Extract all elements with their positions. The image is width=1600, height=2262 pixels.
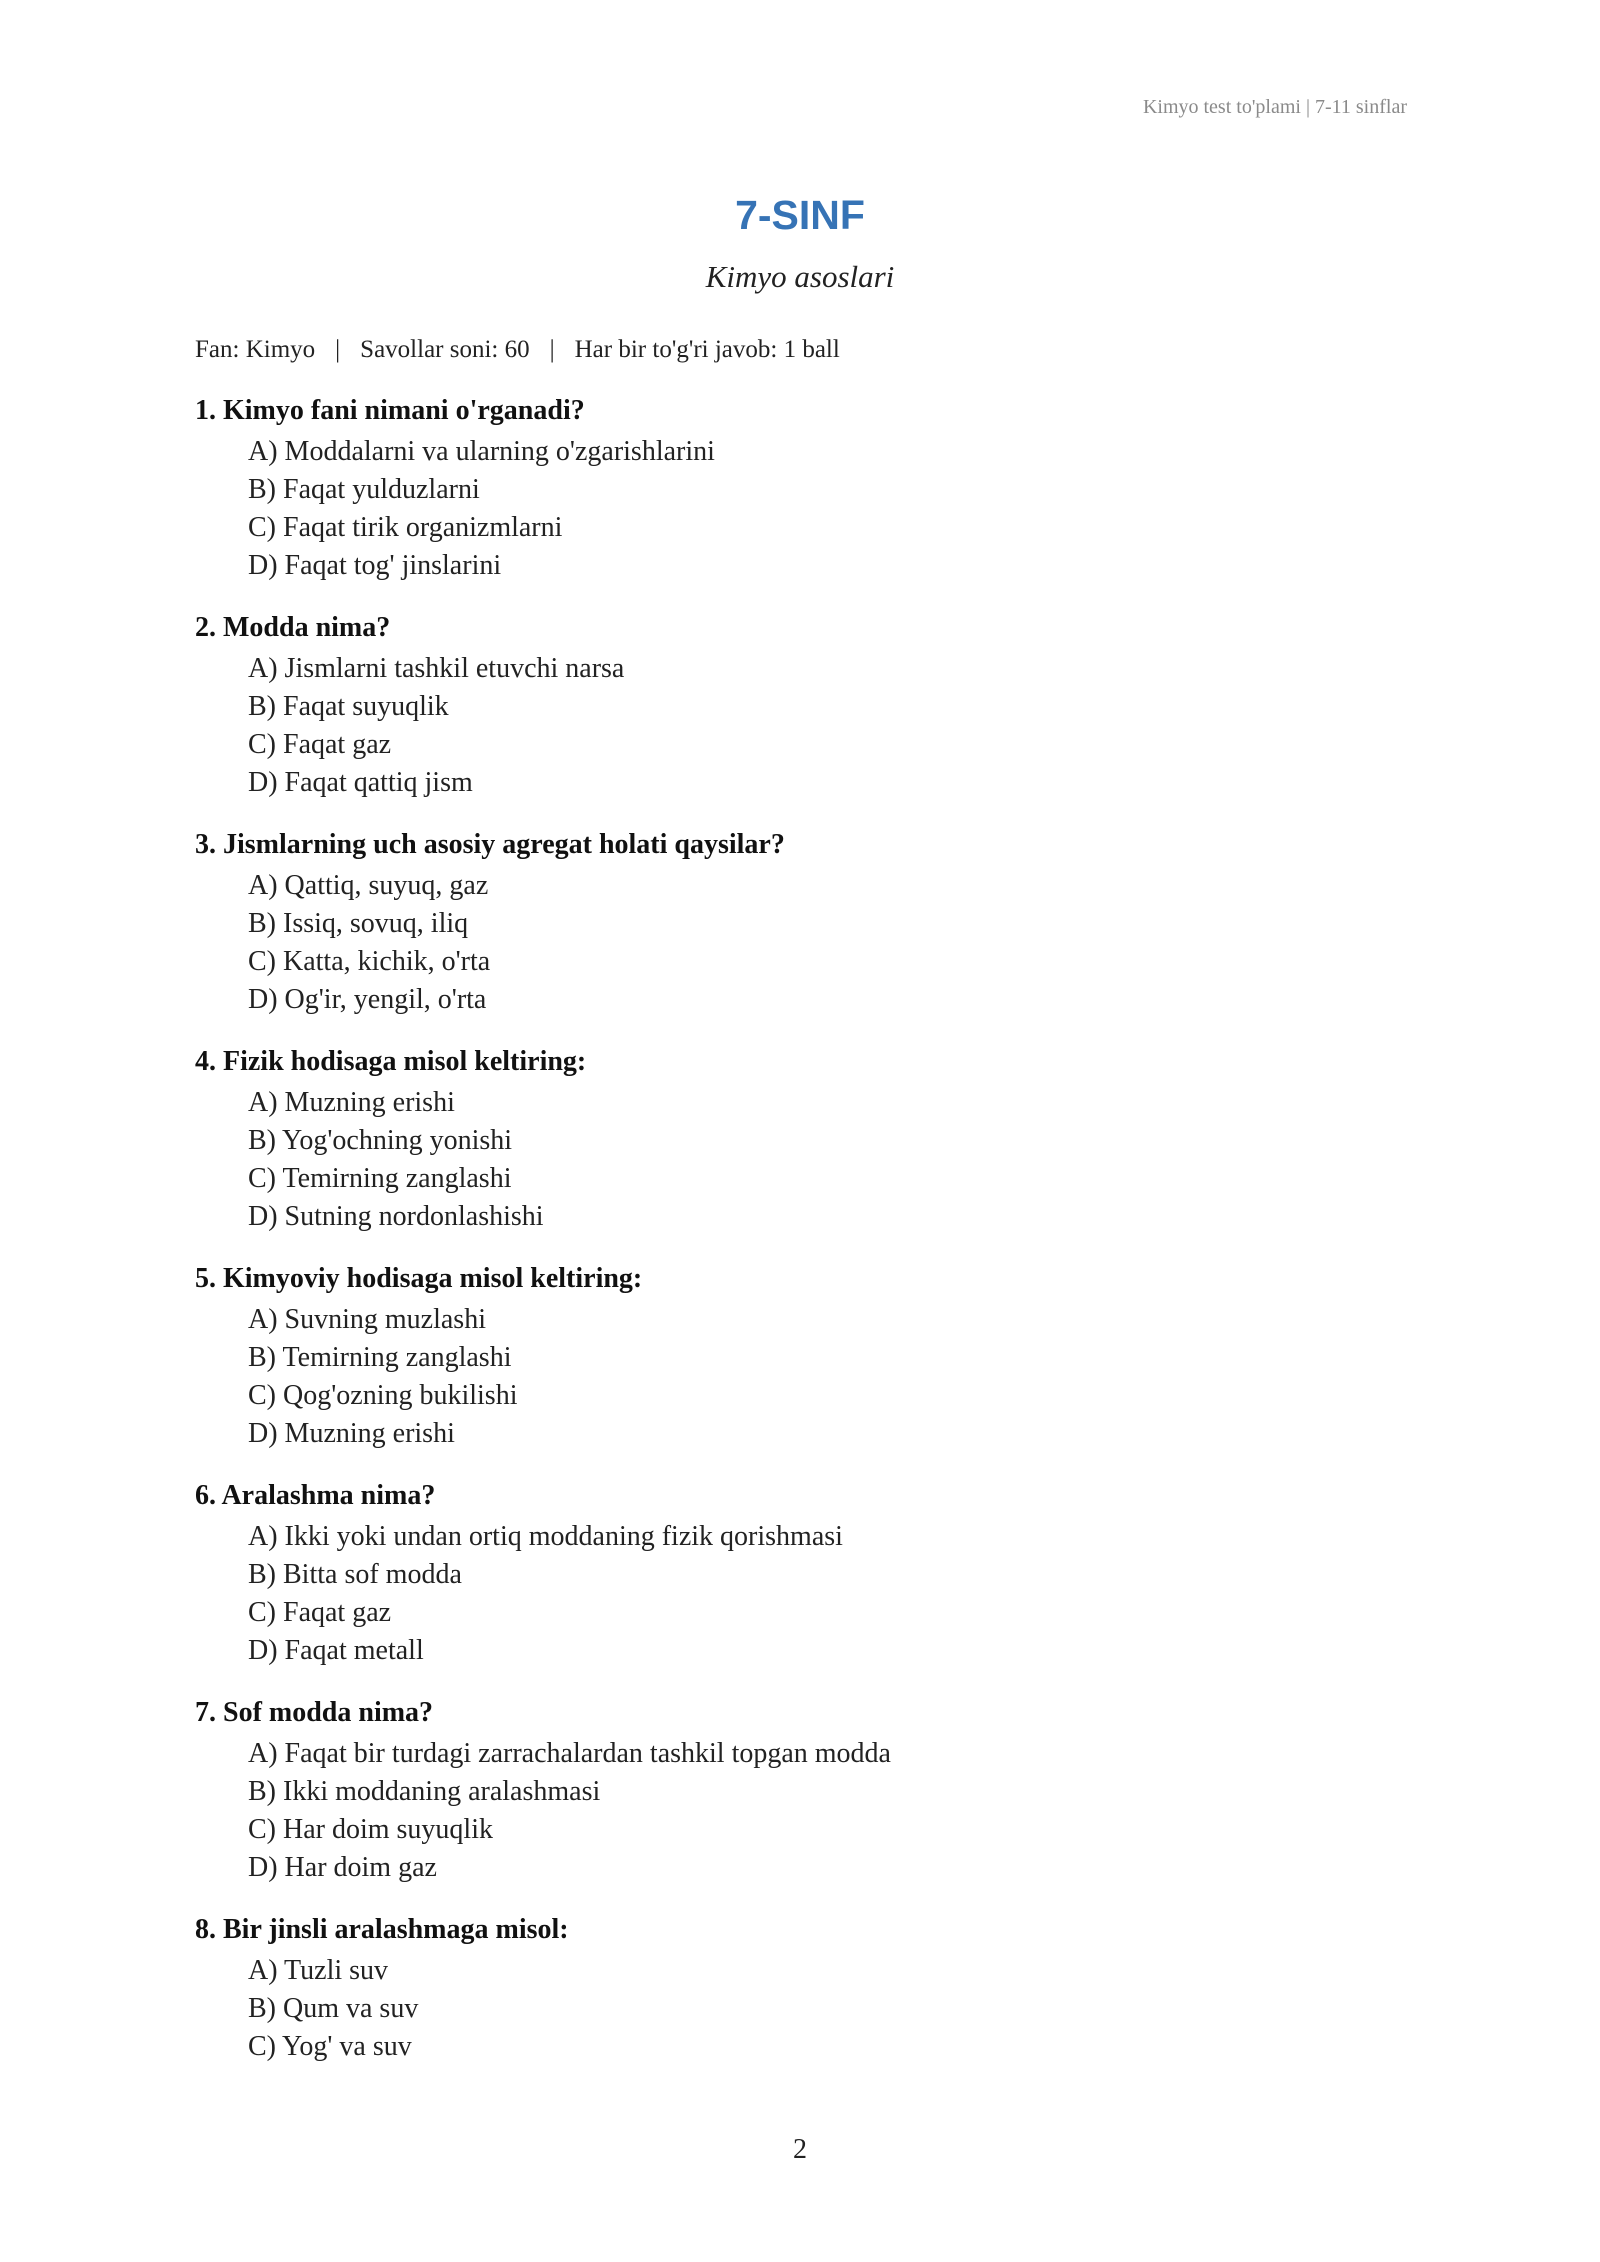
answer-option: C) Faqat gaz [248, 729, 392, 760]
answer-option: D) Faqat qattiq jism [248, 767, 473, 798]
answer-option: B) Ikki moddaning aralashmasi [248, 1776, 601, 1807]
test-meta-line [195, 336, 840, 364]
answer-options [195, 1084, 1415, 1236]
answer-option: C) Temirning zanglashi [248, 1163, 512, 1194]
answer-option: C) Faqat gaz [248, 1597, 392, 1628]
answer-option: C) Qog'ozning bukilishi [248, 1380, 518, 1411]
answer-option: A) Tuzli suv [248, 1955, 389, 1986]
running-header: Kimyo test to'plami | 7-11 sinflar [1142, 96, 1407, 118]
answer-option: B) Bitta sof modda [248, 1559, 462, 1590]
page-subtitle: Kimyo asoslari [705, 259, 895, 294]
question-item [195, 392, 1415, 585]
question-text: 2. Modda nima? [195, 612, 391, 643]
answer-option: D) Faqat tog' jinslarini [248, 550, 502, 581]
answer-option: A) Suvning muzlashi [248, 1304, 486, 1335]
meta-scoring: Har bir to'g'ri javob: 1 ball [574, 336, 840, 363]
answer-option: D) Og'ir, yengil, o'rta [248, 984, 487, 1015]
question-text: 4. Fizik hodisaga misol keltiring: [195, 1046, 587, 1077]
answer-option: A) Jismlarni tashkil etuvchi narsa [248, 653, 625, 684]
answer-option: A) Faqat bir turdagi zarrachalardan tashkil topgan modda [248, 1738, 891, 1769]
answer-option: C) Katta, kichik, o'rta [248, 946, 491, 977]
question-item [195, 826, 1415, 1019]
answer-option: A) Qattiq, suyuq, gaz [248, 870, 489, 901]
question-text: 7. Sof modda nima? [195, 1697, 434, 1728]
question-item [195, 1911, 1415, 2066]
answer-option: B) Yog'ochning yonishi [248, 1125, 513, 1156]
question-text: 1. Kimyo fani nimani o'rganadi? [195, 395, 585, 426]
answer-option: B) Qum va suv [248, 1993, 419, 2024]
question-text: 6. Aralashma nima? [195, 1480, 436, 1511]
meta-separator: | [335, 336, 341, 363]
page-title: 7-SINF [735, 192, 865, 238]
answer-option: C) Faqat tirik organizmlarni [248, 512, 563, 543]
question-item [195, 1694, 1415, 1887]
answer-option: B) Issiq, sovuq, iliq [248, 908, 469, 939]
answer-option: D) Sutning nordonlashishi [248, 1201, 544, 1232]
question-item [195, 1477, 1415, 1670]
answer-options [195, 1952, 1415, 2066]
question-text: 3. Jismlarning uch asosiy agregat holati qaysilar? [195, 829, 785, 860]
answer-option: D) Har doim gaz [248, 1852, 437, 1883]
answer-options [195, 1518, 1415, 1670]
answer-option: B) Faqat yulduzlarni [248, 474, 480, 505]
answer-option: B) Faqat suyuqlik [248, 691, 449, 722]
answer-options [195, 867, 1415, 1019]
question-item [195, 609, 1415, 802]
answer-option: D) Muzning erishi [248, 1418, 455, 1449]
meta-question-count: Savollar soni: 60 [360, 336, 530, 363]
meta-separator: | [549, 336, 555, 363]
answer-option: A) Muzning erishi [248, 1087, 455, 1118]
answer-option: C) Har doim suyuqlik [248, 1814, 493, 1845]
answer-option: A) Ikki yoki undan ortiq moddaning fizik qorishmasi [248, 1521, 843, 1552]
page-number: 2 [793, 2134, 807, 2165]
answer-option: A) Moddalarni va ularning o'zgarishlarini [248, 436, 715, 467]
answer-options [195, 1301, 1415, 1453]
answer-options [195, 1735, 1415, 1887]
question-text: 8. Bir jinsli aralashmaga misol: [195, 1914, 569, 1945]
question-item [195, 1260, 1415, 1453]
answer-option: C) Yog' va suv [248, 2031, 412, 2062]
answer-options [195, 433, 1415, 585]
question-item [195, 1043, 1415, 1236]
answer-option: D) Faqat metall [248, 1635, 424, 1666]
answer-options [195, 650, 1415, 802]
question-list [195, 392, 1415, 2090]
answer-option: B) Temirning zanglashi [248, 1342, 512, 1373]
meta-subject: Fan: Kimyo [195, 336, 316, 363]
question-text: 5. Kimyoviy hodisaga misol keltiring: [195, 1263, 643, 1294]
